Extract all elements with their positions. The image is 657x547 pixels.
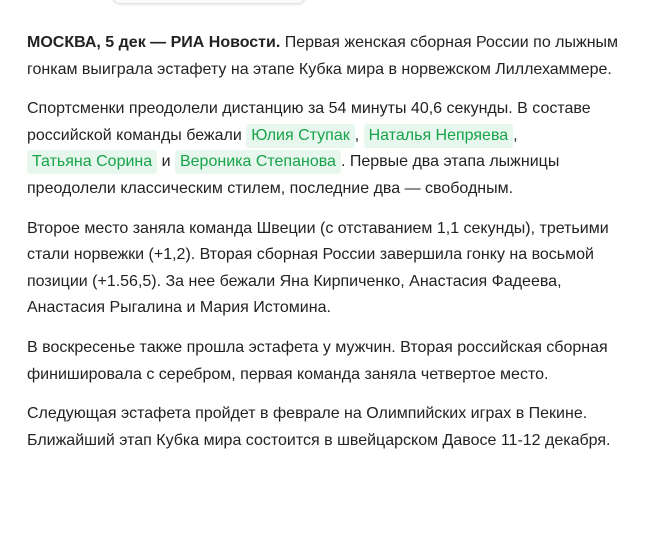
athlete-link-sorina[interactable]: Татьяна Сорина — [27, 150, 157, 174]
separator-comma-2: , — [513, 126, 518, 144]
athlete-link-stupak[interactable]: Юлия Ступак — [246, 124, 354, 148]
paragraph-1 — [27, 30, 627, 83]
paragraph-1-text: Первая женская сборная России по лыжным гонкам выиграла эстафету на этапе Кубка мира в норвежском Лиллехаммере. — [27, 34, 619, 78]
paragraph-3: Второе место заняла команда Швеции (с отставанием 1,1 секунды), третьими стали норвежки (+1,2). Вторая сборная России завершила гонку на восьмой позиции (+1.56,5). За нее бежали Яна Кирпиченко, Анастасия Фадеева, Анастасия Рыгалина и Мария Истомина. — [27, 219, 609, 317]
article-body — [27, 30, 627, 467]
athlete-link-nepryaeva[interactable]: Наталья Непряева — [364, 124, 514, 148]
partial-top-element — [112, 0, 306, 4]
dateline: МОСКВА, 5 дек — РИА Новости. — [27, 34, 281, 51]
separator-and: и — [161, 153, 171, 171]
paragraph-2 — [27, 96, 627, 202]
paragraph-2-outro: . Первые два этапа лыжницы преодолели классическим стилем, последние два — свободным. — [27, 153, 560, 197]
paragraph-2-intro: Спортсменки преодолели дистанцию за 54 минуты 40,6 секунды. В составе российской команды бежали — [27, 100, 591, 144]
athlete-link-stepanova[interactable]: Вероника Степанова — [175, 150, 341, 174]
separator-comma-1: , — [354, 126, 360, 144]
paragraph-4: В воскресенье также прошла эстафета у мужчин. Вторая российская сборная финишировала с серебром, первая команда заняла четвертое место. — [27, 338, 608, 383]
paragraph-5: Следующая эстафета пройдет в феврале на Олимпийских играх в Пекине. Ближайший этап Кубка мира состоится в швейцарском Давосе 11-12 декабря. — [27, 405, 611, 449]
